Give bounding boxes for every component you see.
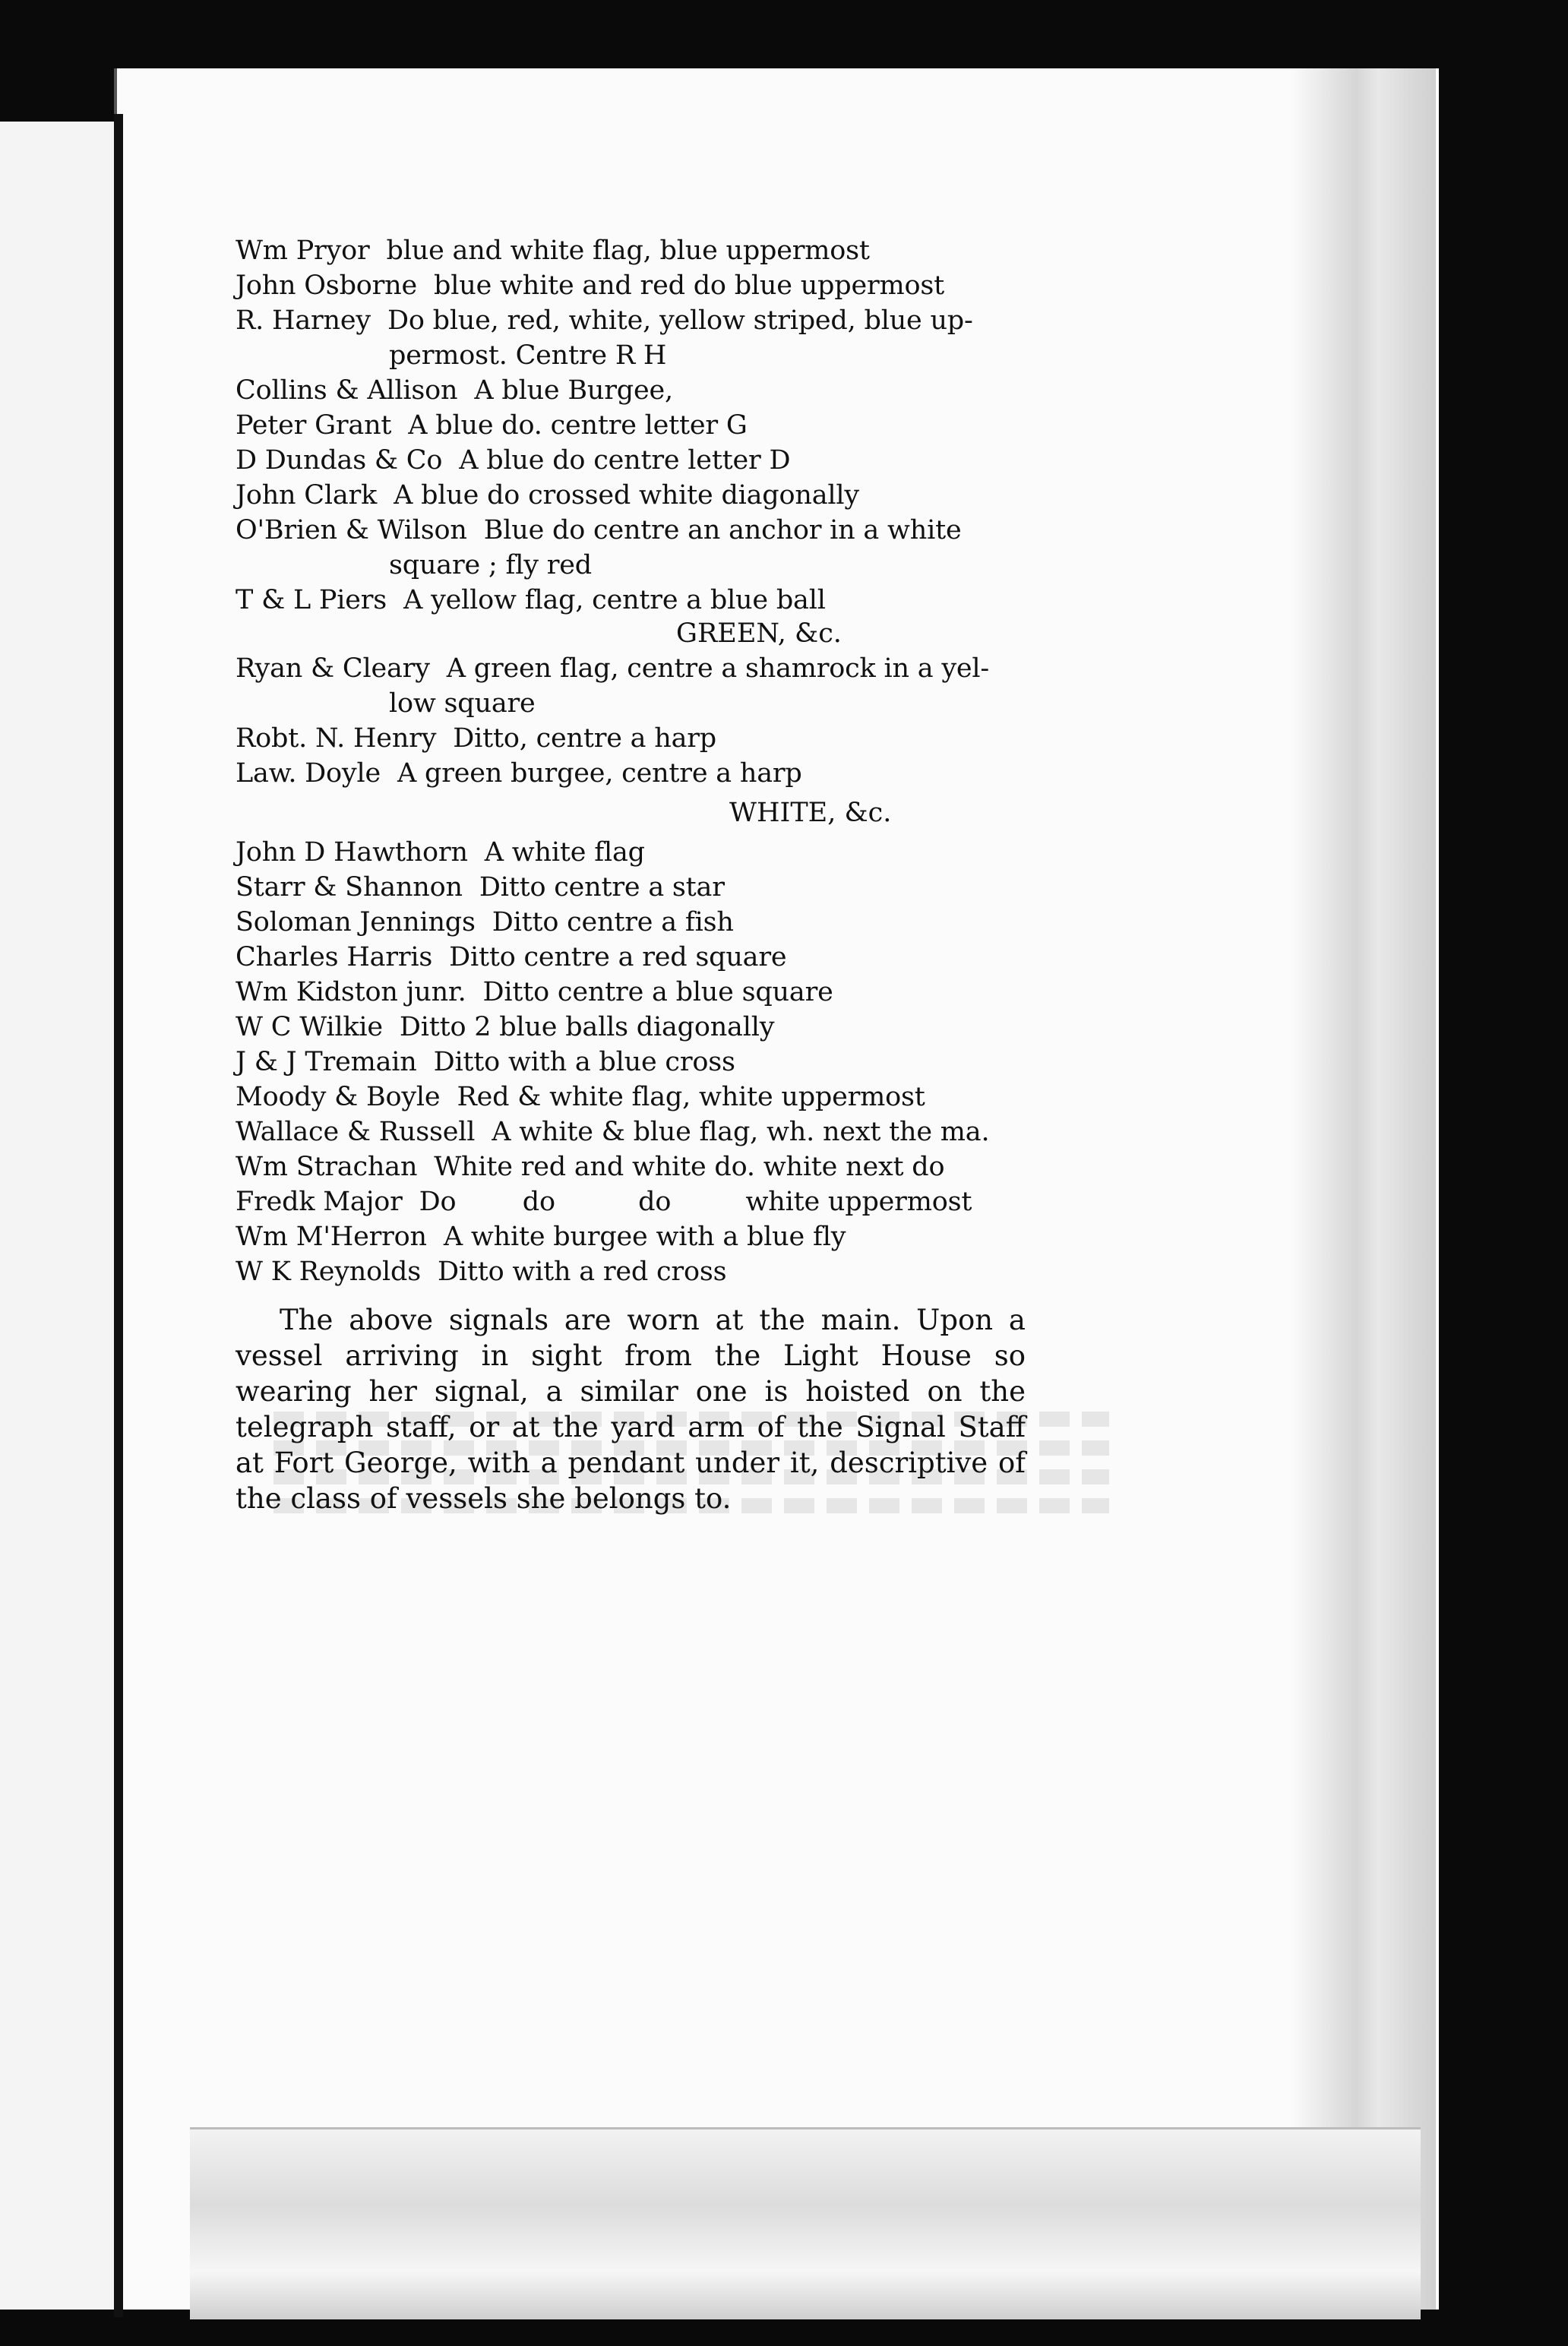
signal-entry: Wallace & Russell A white & blue flag, wh. next the ma. bbox=[236, 1117, 990, 1147]
signal-entry: W K Reynolds Ditto with a red cross bbox=[236, 1257, 727, 1287]
signal-entry: Soloman Jennings Ditto centre a fish bbox=[236, 907, 734, 937]
signal-entry: John Osborne blue white and red do blue uppermost bbox=[236, 270, 944, 301]
signal-entry: T & L Piers A yellow flag, centre a blue ball bbox=[236, 585, 826, 615]
signal-entry: John Clark A blue do crossed white diagonally bbox=[236, 480, 859, 511]
signal-entry: Ryan & Cleary A green flag, centre a shamrock in a yel- bbox=[236, 653, 990, 684]
signal-entry-continuation: square ; fly red bbox=[389, 550, 592, 580]
closing-paragraph: The above signals are worn at the main. Upon a vessel arriving in sight from the Light House so wearing her signal, a similar one is hoisted on the telegraph staff, or at the yard arm of the Signal Staff at Fort George, with a pendant under it, descriptive of the class of vessels she belongs to. bbox=[236, 1304, 1026, 1515]
signal-entry: Law. Doyle A green burgee, centre a harp bbox=[236, 758, 802, 789]
page-bottom-curl bbox=[190, 2127, 1421, 2319]
signal-entry: Collins & Allison A blue Burgee, bbox=[236, 375, 673, 406]
section-heading-white: WHITE, &c. bbox=[729, 798, 892, 828]
signal-entry: Moody & Boyle Red & white flag, white uppermost bbox=[236, 1082, 925, 1112]
signal-entry: Fredk Major Do do do white uppermost bbox=[236, 1187, 972, 1217]
signal-entry: Charles Harris Ditto centre a red square bbox=[236, 942, 787, 972]
book-gutter bbox=[114, 114, 123, 2317]
signal-entry: Starr & Shannon Ditto centre a star bbox=[236, 872, 725, 903]
signal-entry: J & J Tremain Ditto with a blue cross bbox=[236, 1047, 735, 1077]
signal-entry: Peter Grant A blue do. centre letter G bbox=[236, 410, 748, 441]
signal-entry-continuation: permost. Centre R H bbox=[389, 340, 667, 371]
signal-entry: Wm Pryor blue and white flag, blue uppermost bbox=[236, 236, 870, 266]
signal-entry: O'Brien & Wilson Blue do centre an anchor in a white bbox=[236, 515, 962, 545]
signal-entry: John D Hawthorn A white flag bbox=[236, 837, 645, 868]
signal-entry: Robt. N. Henry Ditto, centre a harp bbox=[236, 723, 717, 754]
facing-page-edge bbox=[0, 122, 125, 2310]
signal-entry: R. Harney Do blue, red, white, yellow striped, blue up- bbox=[236, 305, 973, 336]
section-heading-green: GREEN, &c. bbox=[676, 618, 842, 649]
signal-entry: Wm Kidston junr. Ditto centre a blue square bbox=[236, 977, 833, 1007]
signal-entry: D Dundas & Co A blue do centre letter D bbox=[236, 445, 791, 476]
signal-entry-continuation: low square bbox=[389, 688, 536, 719]
signal-entry: Wm Strachan White red and white do. white next do bbox=[236, 1152, 945, 1182]
page-edge-shading bbox=[1291, 68, 1436, 2310]
signal-entry: W C Wilkie Ditto 2 blue balls diagonally bbox=[236, 1012, 775, 1042]
signal-entry: Wm M'Herron A white burgee with a blue fly bbox=[236, 1222, 846, 1252]
